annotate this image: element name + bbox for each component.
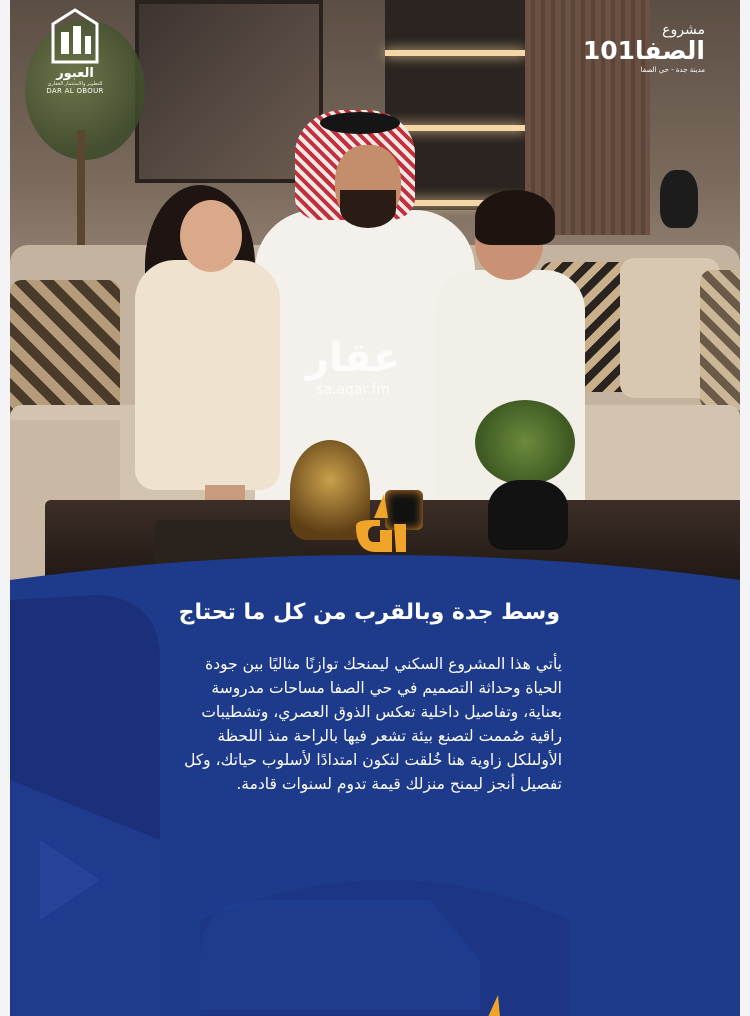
section-heading: وسط جدة وبالقرب من كل ما تحتاج bbox=[178, 600, 560, 625]
aqar-watermark bbox=[306, 335, 401, 398]
brand-name-ar: العبور bbox=[56, 66, 94, 81]
brand-tagline: للتطوير والاستثمار العقاري bbox=[47, 81, 103, 87]
cushion bbox=[10, 280, 120, 420]
dar-mark-icon bbox=[344, 490, 414, 560]
brand-logo bbox=[40, 8, 110, 95]
dar-logo-icon bbox=[47, 8, 103, 64]
watermark-url: sa.aqar.fm bbox=[316, 382, 391, 398]
vase bbox=[660, 170, 698, 228]
watermark-text: عقار bbox=[306, 335, 401, 381]
flyer bbox=[10, 0, 740, 1016]
project-name: الصفا101 bbox=[582, 36, 705, 65]
accent-mark-icon bbox=[480, 995, 510, 1016]
girl-figure bbox=[135, 185, 285, 525]
cushion bbox=[700, 270, 740, 410]
project-label: مشروع bbox=[662, 22, 705, 38]
description-paragraph: يأتي هذا المشروع السكني ليمنحك توازنًا مثاليًا بين جودة الحياة وحداثة التصميم في حي الصفا مساحات مدروسة بعناية، وتفاصيل داخلية تعكس الذوق العصري، وتشطيبات راقية صُممت لتصنع بيئة تشعر فيها بالراحة منذ اللحظة الأولىلكل زاوية هنا خُلقت لتكون امتدادًا لأسلوب حياتك، وكل تفصيل أنجز ليمنح منزلك قيمة تدوم لسنوات قادمة. bbox=[184, 655, 562, 793]
project-badge bbox=[583, 22, 705, 74]
brand-name-en: DAR AL OBOUR bbox=[46, 87, 104, 95]
potted-plant bbox=[475, 400, 575, 485]
project-location: مدينة جدة - حي الصفا bbox=[640, 66, 705, 74]
